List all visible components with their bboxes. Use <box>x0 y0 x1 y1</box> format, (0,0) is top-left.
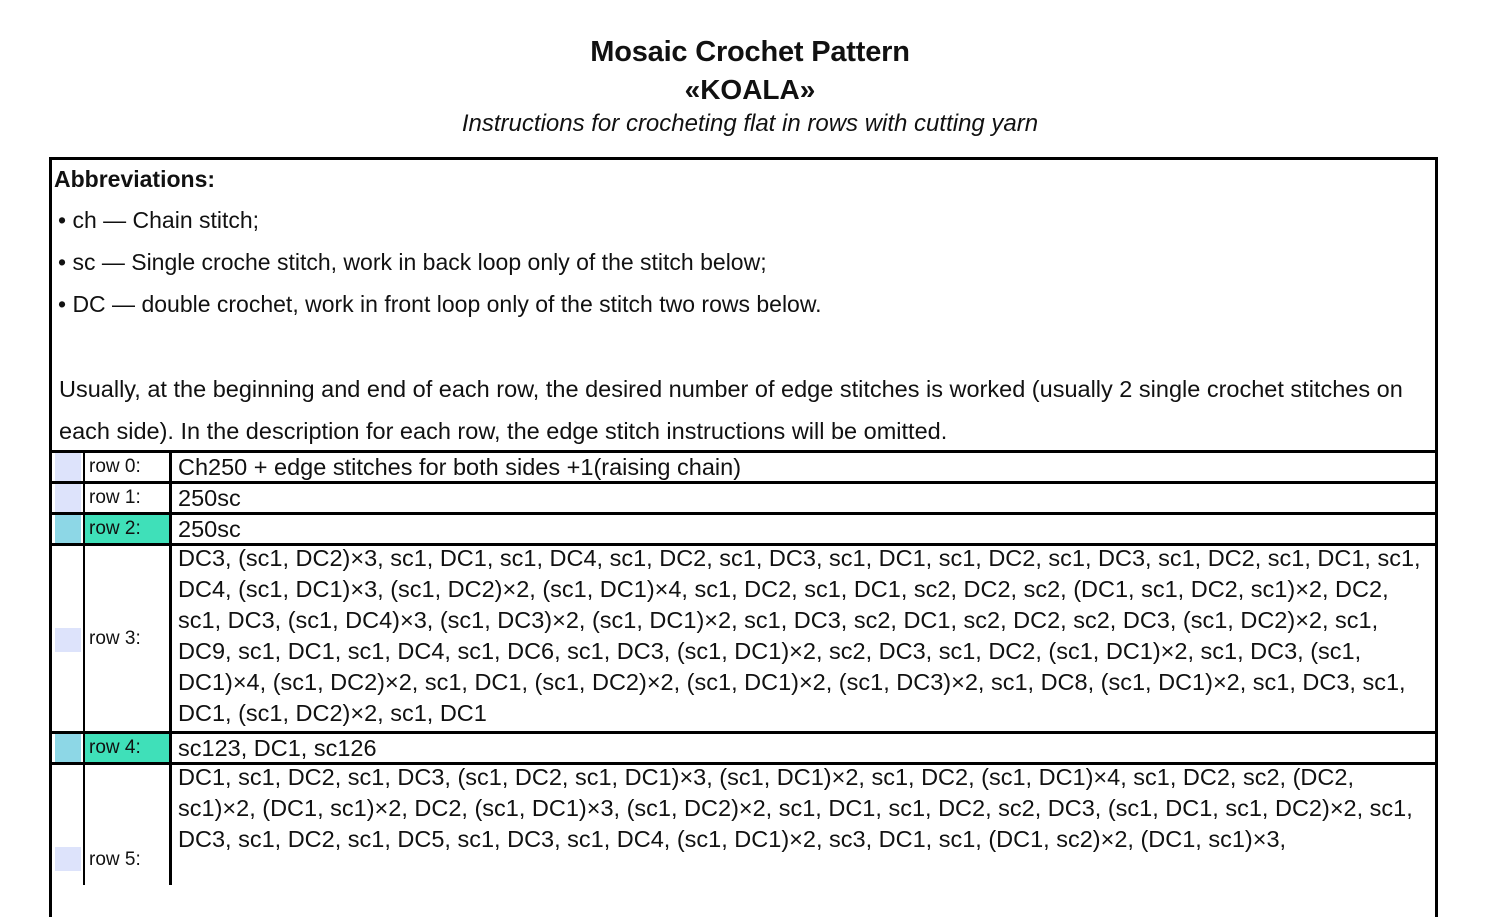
color-swatch <box>55 734 81 762</box>
row-instructions: Ch250 + edge stitches for both sides +1(raising chain) <box>178 454 742 480</box>
row-instructions: 250sc <box>178 485 241 511</box>
page-title: Mosaic Crochet Pattern <box>590 36 910 68</box>
pattern-row <box>52 543 1435 731</box>
instructions-subtitle: Instructions for crocheting flat in rows with cutting yarn <box>461 110 1039 137</box>
row-label: row 4: <box>83 734 172 762</box>
abbreviation-ch: • ch — Chain stitch; <box>58 207 260 233</box>
pattern-row <box>52 481 1435 512</box>
row-label: row 0: <box>83 453 172 481</box>
pattern-row <box>52 512 1435 543</box>
abbreviation-dc: • DC — double crochet, work in front loop only of the stitch two rows below. <box>58 291 822 317</box>
abbreviation-sc: • sc — Single croche stitch, work in back loop only of the stitch below; <box>58 249 767 275</box>
row-label: row 1: <box>83 484 172 512</box>
row-label: row 5: <box>83 765 172 885</box>
abbreviations-heading: Abbreviations: <box>54 166 216 192</box>
pattern-row <box>52 762 1435 872</box>
pattern-row <box>52 731 1435 762</box>
pattern-name: «KOALA» <box>684 74 816 105</box>
color-swatch <box>55 453 81 481</box>
edge-stitch-note: Usually, at the beginning and end of each row, the desired number of edge stitches is worked (usually 2 single crochet stitches on each side). In the description for each row, the edge stitch instructions will be omitted. <box>59 376 1403 444</box>
color-swatch <box>55 515 81 543</box>
pattern-table <box>49 157 1438 917</box>
row-label: row 2: <box>83 515 172 543</box>
row-label: row 3: <box>83 546 172 731</box>
row-instructions: DC1, sc1, DC2, sc1, DC3, (sc1, DC2, sc1, DC1)×3, (sc1, DC1)×2, sc1, DC2, (sc1, DC1)×4, sc1, DC2, sc2, (DC2, sc1)×2, (DC1, sc1)×2, DC2, (sc1, DC1)×3, (sc1, DC2)×2, sc1, DC1, sc1, DC2, sc2, DC3, (sc1, DC1, sc1, DC2)×2, sc1, DC3, sc1, DC2, sc1, DC5, sc1, DC3, sc1, DC4, (sc1, DC1)×2, sc3, DC1, sc1, (DC1, sc2)×2, (DC1, sc1)×3, <box>178 764 1413 852</box>
row-instructions: DC3, (sc1, DC2)×3, sc1, DC1, sc1, DC4, sc1, DC2, sc1, DC3, sc1, DC1, sc1, DC2, sc1, DC3, sc1, DC2, sc1, DC1, sc1, DC4, (sc1, DC1)×3, (sc1, DC2)×2, (sc1, DC1)×4, sc1, DC2, sc1, DC1, sc2, DC2, sc2, (DC1, sc1, DC2, sc1)×2, DC2, sc1, DC3, (sc1, DC4)×3, (sc1, DC3)×2, (sc1, DC1)×2, sc1, DC3, sc2, DC1, sc2, DC2, sc2, DC3, (sc1, DC2)×2, sc1, DC9, sc1, DC1, sc1, DC4, sc1, DC6, sc1, DC3, (sc1, DC1)×2, sc2, DC3, sc1, DC2, (sc1, DC1)×2, sc1, DC3, (sc1, DC1)×4, (sc1, DC2)×2, sc1, DC1, (sc1, DC2)×2, (sc1, DC1)×2, (sc1, DC3)×2, sc1, DC8, (sc1, DC1)×2, sc1, DC3, sc1, DC1, (sc1, DC2)×2, sc1, DC1 <box>178 545 1421 726</box>
row-instructions: sc123, DC1, sc126 <box>178 735 377 761</box>
color-swatch <box>55 484 81 512</box>
pattern-row <box>52 450 1435 481</box>
row-instructions: 250sc <box>178 516 241 542</box>
color-swatch <box>55 847 81 871</box>
color-swatch <box>55 628 81 652</box>
